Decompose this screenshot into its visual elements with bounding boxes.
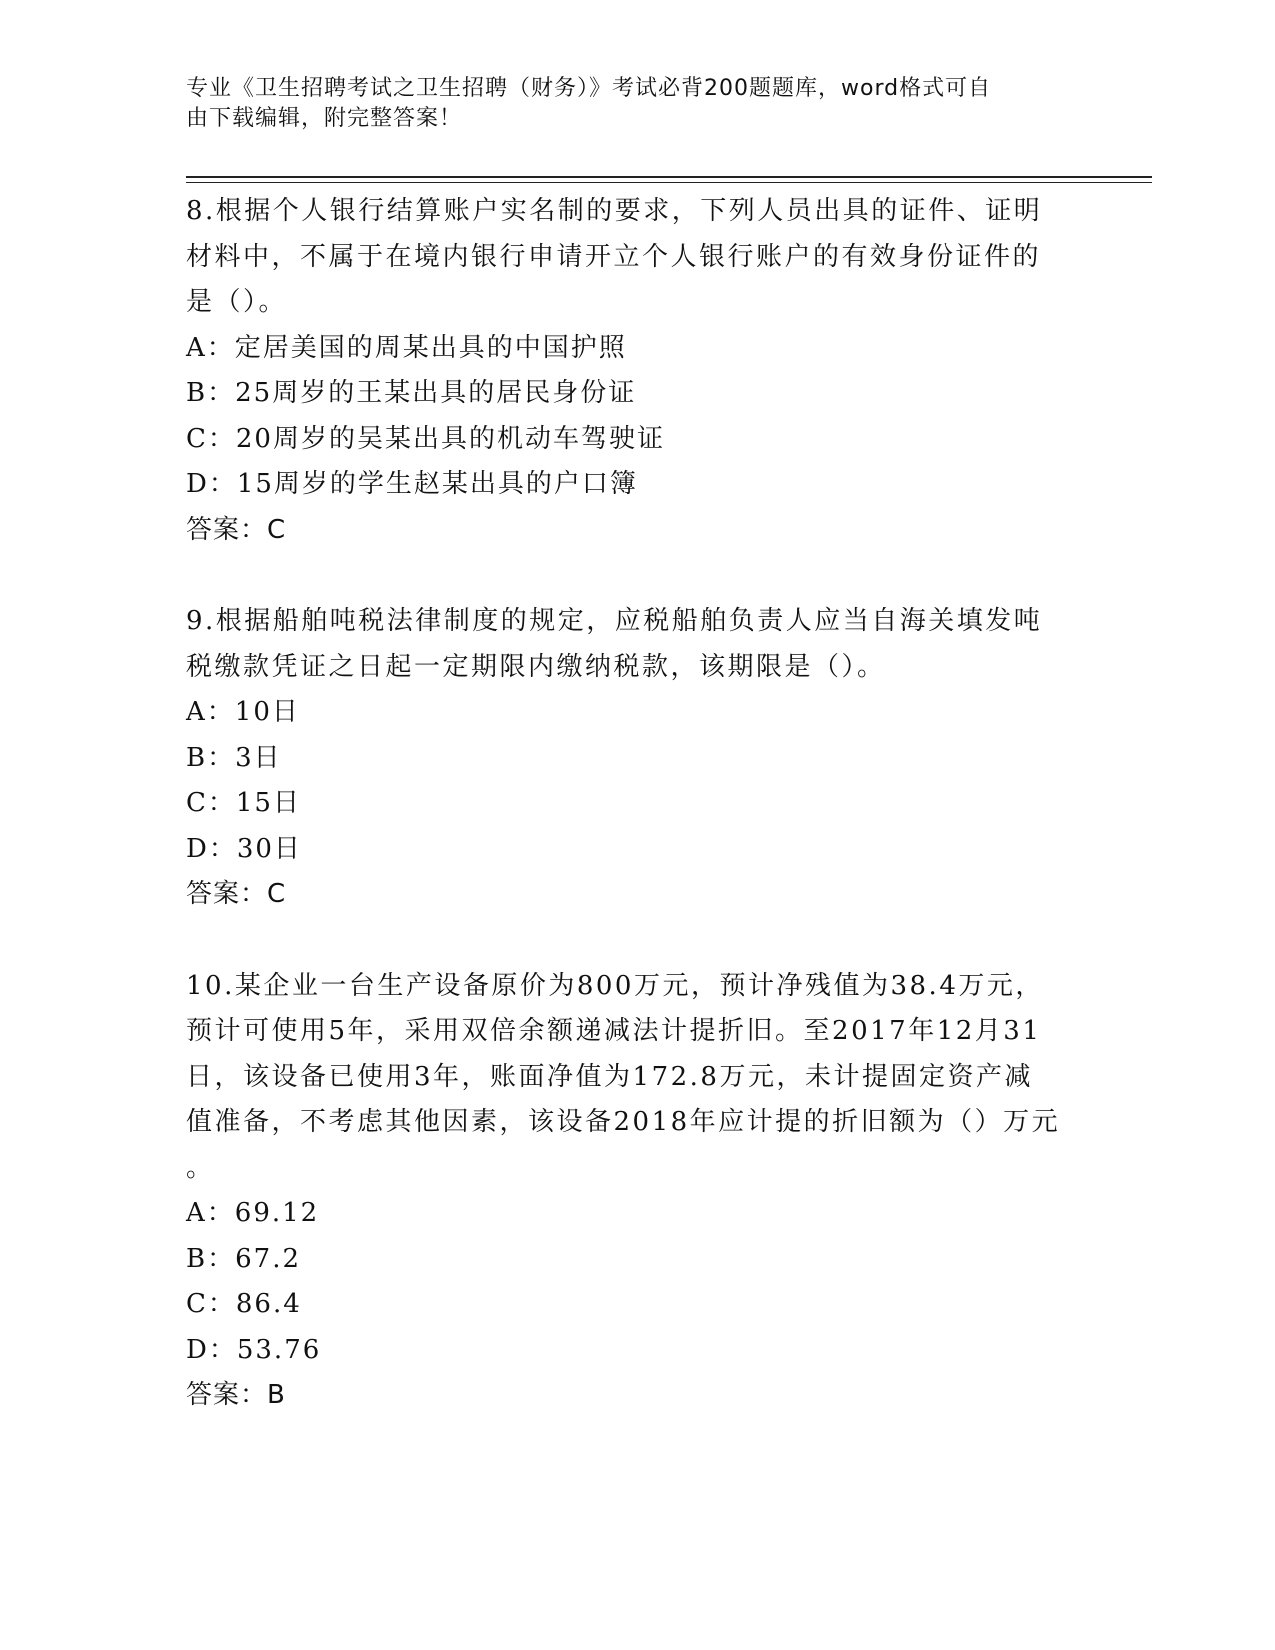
- option-c: C：20周岁的吴某出具的机动车驾驶证: [186, 423, 665, 454]
- option-b: B：3日: [186, 742, 282, 773]
- question-8: [186, 189, 1086, 553]
- question-stem-line: 8.根据个人银行结算账户实名制的要求，下列人员出具的证件、证明: [186, 196, 1043, 226]
- answer-label: 答案：B: [186, 1380, 286, 1410]
- option-d: D：53.76: [186, 1334, 322, 1365]
- question-stem-line: 税缴款凭证之日起一定期限内缴纳税款，该期限是（）。: [186, 651, 886, 682]
- option-c: C：86.4: [186, 1289, 302, 1319]
- option-d: D：15周岁的学生赵某出具的户口簿: [186, 469, 638, 499]
- question-stem-line: 预计可使用5年，采用双倍余额递减法计提折旧。至2017年12月31: [186, 1016, 1042, 1046]
- option-a: A：69.12: [186, 1198, 320, 1228]
- option-d: D：30日: [186, 833, 302, 864]
- question-stem-line: 日，该设备已使用3年，账面净值为172.8万元，未计提固定资产减: [186, 1061, 1033, 1092]
- option-a: A：定居美国的周某出具的中国护照: [186, 332, 627, 363]
- document-header: [186, 74, 1066, 134]
- header-divider-thin: [186, 182, 1152, 183]
- question-stem-line: 材料中，不属于在境内银行申请开立个人银行账户的有效身份证件的: [186, 241, 1042, 272]
- header-title-line-2: 由下载编辑，附完整答案！: [186, 106, 463, 131]
- question-10: [186, 964, 1086, 1419]
- question-stem-line: 是（）。: [186, 287, 288, 317]
- option-c: C：15日: [186, 788, 301, 818]
- header-divider-thick: [186, 176, 1152, 178]
- option-a: A：10日: [186, 697, 300, 727]
- question-9: [186, 599, 1086, 918]
- answer-label: 答案：C: [186, 514, 287, 545]
- option-b: B：25周岁的王某出具的居民身份证: [186, 378, 637, 408]
- option-b: B：67.2: [186, 1243, 301, 1274]
- question-stem-line: 10.某企业一台生产设备原价为800万元，预计净残值为38.4万元，: [186, 970, 1044, 1001]
- question-stem-line: 9.根据船舶吨税法律制度的规定，应税船舶负责人应当自海关填发吨: [186, 606, 1043, 636]
- header-title-line-1: 专业《卫生招聘考试之卫生招聘（财务）》考试必背200题题库，word格式可自: [186, 76, 992, 101]
- question-stem-line: 值准备，不考虑其他因素，该设备2018年应计提的折旧额为（）万元: [186, 1107, 1061, 1137]
- question-stem-line: 。: [186, 1152, 215, 1183]
- answer-label: 答案：C: [186, 879, 287, 909]
- question-list: [186, 189, 1086, 1419]
